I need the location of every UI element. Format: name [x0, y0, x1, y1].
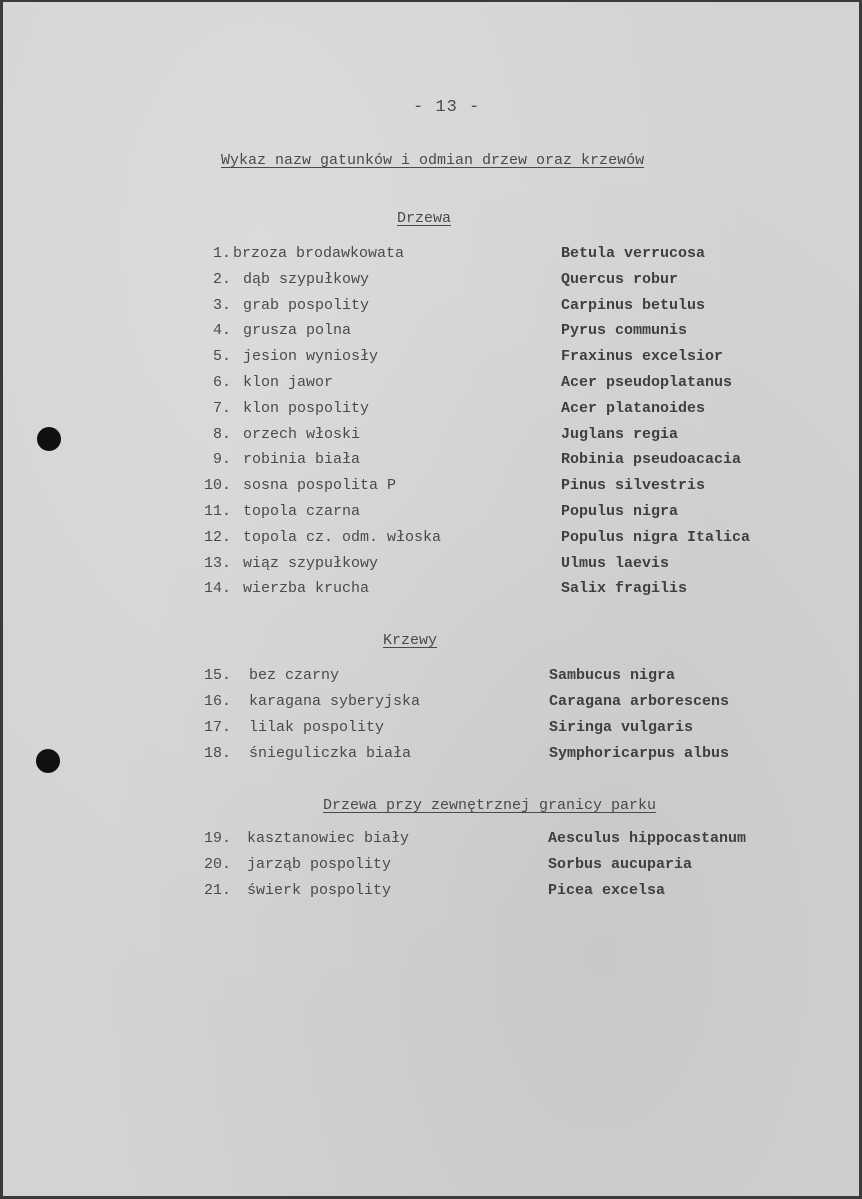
polish-name: jesion wyniosły	[243, 348, 379, 366]
item-number: 4.	[212, 322, 231, 340]
item-number: 1.	[212, 245, 231, 262]
polish-name: wiąz szypułkowy	[243, 554, 379, 572]
polish-name: dąb szypułkowy	[243, 270, 370, 288]
latin-name: Picea excelsa	[548, 882, 666, 899]
polish-name: wierzba krucha	[243, 580, 370, 598]
polish-name: kasztanowiec biały	[247, 830, 410, 847]
polish-name: topola czarna	[243, 503, 361, 520]
item-number: 21.	[203, 882, 231, 899]
latin-name: Robinia pseudoacacia	[561, 451, 742, 469]
item-number: 11.	[203, 503, 231, 520]
polish-name: klon jawor	[243, 374, 334, 391]
latin-name: Populus nigra Italica	[561, 528, 751, 546]
latin-name: Acer pseudoplatanus	[561, 374, 733, 391]
polish-name: brzoza brodawkowata	[233, 245, 405, 262]
item-number: 3.	[212, 296, 231, 314]
section-heading-trees: Drzewa	[397, 210, 452, 227]
polish-name: karagana syberyjska	[249, 693, 421, 710]
latin-name: Salix fragilis	[561, 580, 688, 598]
polish-name: lilak pospolity	[249, 719, 385, 736]
item-number: 6.	[212, 374, 231, 391]
item-number: 12.	[203, 528, 231, 546]
latin-name: Quercus robur	[561, 270, 679, 288]
polish-name: klon pospolity	[243, 399, 370, 417]
item-number: 8.	[212, 425, 231, 443]
latin-name: Pyrus communis	[561, 322, 688, 340]
polish-name: robinia biała	[243, 451, 361, 469]
item-number: 7.	[212, 399, 231, 417]
latin-name: Sorbus aucuparia	[548, 856, 693, 873]
latin-name: Aesculus hippocastanum	[548, 830, 747, 847]
latin-name: Populus nigra	[561, 503, 679, 520]
latin-name: Betula verrucosa	[561, 245, 706, 262]
item-number: 20.	[203, 856, 231, 873]
latin-name: Ulmus laevis	[561, 554, 670, 572]
item-number: 19.	[203, 830, 231, 847]
latin-name: Carpinus betulus	[561, 296, 706, 314]
latin-name: Caragana arborescens	[549, 693, 730, 710]
latin-name: Fraxinus excelsior	[561, 348, 724, 366]
item-number: 13.	[203, 554, 231, 572]
polish-name: śnieguliczka biała	[249, 745, 412, 762]
item-number: 2.	[212, 270, 231, 288]
polish-name: grusza polna	[243, 322, 352, 340]
item-number: 15.	[203, 667, 231, 684]
item-number: 18.	[203, 745, 231, 762]
document-title: Wykaz nazw gatunków i odmian drzew oraz krzewów	[221, 152, 645, 169]
section-heading-shrubs: Krzewy	[383, 632, 438, 649]
polish-name: jarząb pospolity	[247, 856, 392, 873]
polish-name: orzech włoski	[243, 425, 361, 443]
document-page	[3, 2, 859, 1196]
item-number: 9.	[212, 451, 231, 469]
page-number: - 13 -	[413, 98, 481, 117]
item-number: 17.	[203, 719, 231, 736]
section-heading-boundary-trees: Drzewa przy zewnętrznej granicy parku	[323, 797, 657, 814]
item-number: 5.	[212, 348, 231, 366]
latin-name: Sambucus nigra	[549, 667, 676, 684]
polish-name: grab pospolity	[243, 296, 370, 314]
polish-name: świerk pospolity	[247, 882, 392, 899]
punch-hole	[37, 427, 61, 451]
item-number: 14.	[203, 580, 231, 598]
item-number: 16.	[203, 693, 231, 710]
punch-hole	[36, 749, 60, 773]
item-number: 10.	[203, 477, 231, 495]
polish-name: bez czarny	[249, 667, 340, 684]
polish-name: sosna pospolita P	[243, 477, 397, 495]
latin-name: Symphoricarpus albus	[549, 745, 730, 762]
latin-name: Juglans regia	[561, 425, 679, 443]
latin-name: Acer platanoides	[561, 399, 706, 417]
polish-name: topola cz. odm. włoska	[243, 528, 442, 546]
latin-name: Siringa vulgaris	[549, 719, 694, 736]
latin-name: Pinus silvestris	[561, 477, 706, 495]
